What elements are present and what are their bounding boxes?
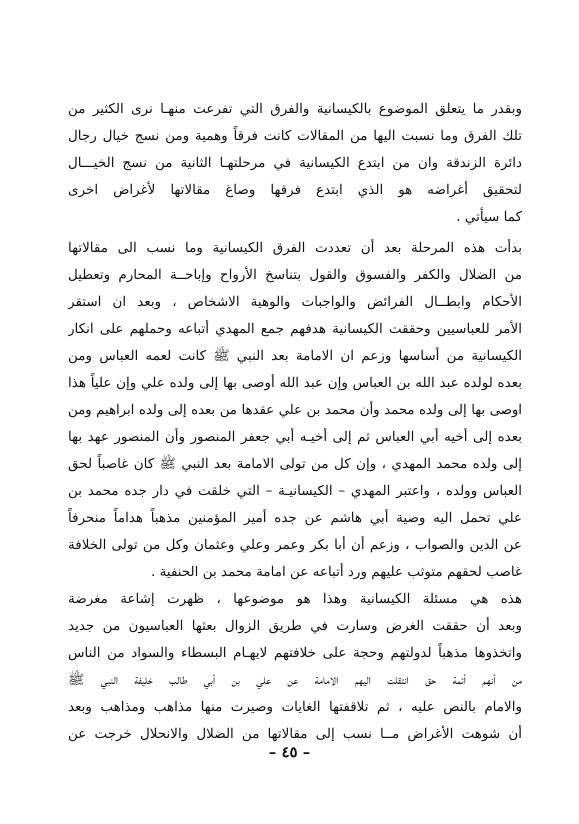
text-line: بعده إلى أخيه أبي العباس ثم إلى أخيـه أبي جعفر المنصور وأن المنصور عهد بها (68, 429, 522, 445)
text-line: وبقدر ما يتعلق الموضوع بالكيسانية والفرق التي تفرعت منهـا نرى الكثير من (68, 101, 522, 117)
text-line: تلك الفرق وما نسبت اليها من المقالات كانت فرقاً وهمية ومن نسج خيال رجال (68, 128, 522, 144)
text-line: والامام بالنص عليه ، ثم تلاقفتها الغايات وصيرت منها مذاهب ومذاهب وبعد (68, 699, 522, 715)
text-line: بدأت هذه المرحلة بعد أن تعددت الفرق الكيسانية وما نسب الى مقالاتها (68, 240, 522, 256)
text-line: من الضلال والكفر والفسوق والقول بتناسخ الأرواح وإباحــة المحارم وتعطيل (68, 267, 522, 283)
text-line: وبعد أن حققت الغرض وسارت في طريق الزوال بعثها العباسيون من جديد (68, 618, 522, 634)
text-line: غاصب لحقهم متوثب عليهم ورد أتباعه عن امامة محمد بن الحنفية . (151, 564, 522, 580)
text-line: واتخذوها مذهباً لدولتهم وحجة على خلافتهم لايهـام البسطاء والسواد من الناس (68, 645, 522, 661)
text-line: العباس وولده ، واعتبر المهدي – الكيسانيـة – التي خلقت في دار جده محمد بن (68, 483, 522, 499)
text-line: الأحكام وابطــال الفرائض والواجبات والوهية الاشخاص ، وبعد ان استقر (68, 294, 522, 310)
paragraph-2 (68, 235, 522, 586)
paragraph-1 (68, 96, 522, 231)
text-line: الأمر للعباسيين وحققت الكيسانية هدفهم جمع المهدي أتباعه وحملهم على انكار (68, 321, 522, 337)
text-line: بعده لولده عبد الله بن العباس وإن عبد الله أوصى بها إلى ولده علي وإن علياً هذا (68, 375, 522, 391)
text-line: لتحقيق أغراضه هو الذي ابتدع فرقها وصاغ مقالاتها لأغراض اخرى (68, 182, 522, 198)
text-line: أن شوهت الأغراض مــا نسب إلى مقالاتها من الضلال والانحلال خرجت عن (68, 726, 522, 742)
text-line: عن الدين والصواب ، وزعم أن أبا بكر وعمر وعلي وعثمان وكل من تولى الخلافة (68, 537, 522, 553)
text-line: إلى ولده محمد المهدي ، وإن كل من تولى الامامة بعد النبي ﷺ كان غاصباً لحق (68, 456, 522, 472)
text-line: علي تحمل اليه وصية أبي هاشم عن جده أمير المؤمنين مذهباً هداماً منحرفاً (68, 510, 522, 526)
text-line: الكيسانية من أساسها وزعم ان الامامة بعد النبي ﷺ كانت لعمه العباس ومن (68, 348, 522, 364)
text-line: من أنهم أئمة حق انتقلت اليهم الامامة عن علي بن أبي طالب خليفة النبي ﷺ (68, 672, 522, 688)
page-number: – ٤٥ – (268, 743, 311, 761)
paragraph-3 (68, 586, 522, 748)
text-line: اوصى بها إلى ولده محمد وأن محمد بن علي عقدها من بعده إلى ولده ابراهيم ومن (68, 403, 522, 418)
text-line: كما سيأتي . (456, 209, 522, 225)
text-line: هذه هي مسئلة الكيسانية وهذا هو موضوعها ، ظهرت إشاعة مغرضة (68, 591, 522, 607)
text-line: دائرة الزندقة وان من ابتدع الكيسانية في مرحلتهـا الثانية من نسج الخيـــال (68, 155, 522, 171)
